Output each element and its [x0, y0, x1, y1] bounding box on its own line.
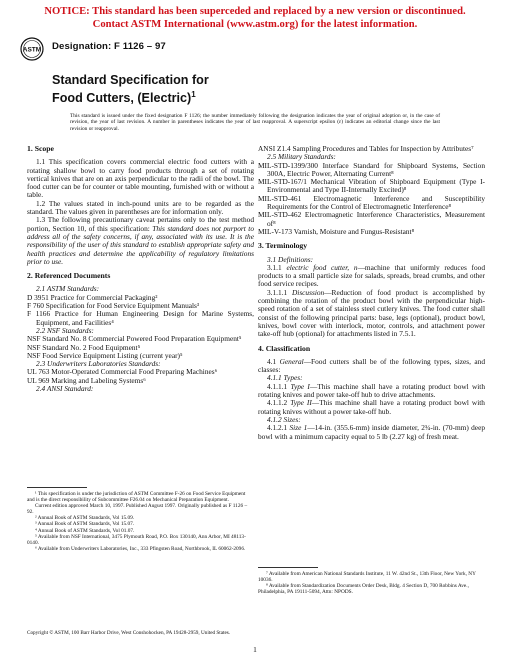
footnote-2: ² Annual Book of ASTM Standards, Vol 15.09. — [35, 515, 135, 522]
para-2-3: 2.3 Underwriters Laboratories Standards: — [36, 359, 161, 369]
document-title — [52, 73, 209, 105]
para-4-1-1-1 — [258, 383, 485, 400]
para-4-1-1-2-num: 4.1.1.2 — [267, 398, 291, 408]
size-1-text: —14-in. (355.6-mm) inside diameter, 2¾-in. (70-mm) deep bowl with a minimum capacity equal to 5 lb (2.27 kg) of fresh meat. — [258, 423, 485, 441]
size-1-label: Size 1 — [289, 423, 308, 433]
type-ii-text: —This machine shall have a rotating product bowl with rotating knives without a power take-off hub. — [258, 398, 485, 416]
type-i-label: Type I — [290, 381, 310, 391]
para-1-3-caveat: This standard does not purport to address all of the safety concerns, if any, associated with its use. It is the responsibility of the user of this standard to establish appropriate safety and health practices and determine the applicability of regulatory limitations prior to use. — [27, 223, 254, 266]
ref-mil-std-462: MIL-STD-462 Electromagnetic Interference Characteristics, Measurement of⁸ — [258, 210, 485, 228]
footnote-7: ⁷ Available from American National Standards Institute, 11 W. 42nd St., 13th Floor, New York, NY 10036. — [258, 571, 476, 584]
para-1-3-text: 1.3 The following precautionary caveat pertains only to the test method portion, Section 10, of this specification: — [27, 215, 254, 233]
para-3-1-1-def: —machine that uniformly reduces food products to a small particle size for salads, spreads, bread crumbs, and other food service recipes. — [258, 262, 486, 289]
para-4-1-1-1-num: 4.1.1.1 — [267, 381, 291, 391]
para-4-1-num: 4.1 — [267, 356, 280, 366]
para-4-1 — [258, 358, 485, 375]
ref-nsf-8: NSF Standard No. 8 Commercial Powered Food Preparation Equipment⁵ — [27, 334, 242, 344]
page-number: 1 — [253, 645, 257, 654]
para-4-1-1-2 — [258, 399, 485, 416]
discussion-text: —Reduction of food product is accomplished by combining the rotation of the product bowl with the perpendicular high-speed rotation of a set of stainless steel cutlery knives. The food cutter shall consist of the following principal parts: base, legs (optional), product bowl, knives, bowl cover with interlock, motor, controls, and attachment power take-off hub (optional) for attachments listed in 7.5.1. — [258, 287, 485, 339]
left-column — [27, 145, 254, 393]
title-line-1: Standard Specification for — [52, 73, 209, 87]
footnote-6: ⁶ Available from Underwriters Laboratories, Inc., 333 Pfingsten Road, Northbrook, IL 60062-2096. — [35, 545, 246, 552]
ref-mil-std-461: MIL-STD-461 Electromagnetic Interference and Susceptibility Requirements for the Control of Electromagnetic Interference⁸ — [258, 193, 485, 212]
ref-f760: F 760 Specification for Food Service Equipment Manuals³ — [27, 301, 200, 311]
type-ii-label: Type II — [290, 398, 312, 408]
footnote-divider — [27, 487, 87, 488]
ref-mil-std-1399: MIL-STD-1399/300 Interface Standard for Shipboard Systems, Section 300A, Electric Power, Alternating Current⁸ — [258, 160, 485, 178]
ref-mil-v-173: MIL-V-173 Varnish, Moisture and Fungus-Resistant⁸ — [258, 226, 415, 236]
ref-d3951: D 3951 Practice for Commercial Packaging² — [27, 292, 158, 302]
ref-ansi-z14: ANSI Z1.4 Sampling Procedures and Tables for Inspection by Attributes⁷ — [258, 144, 474, 153]
para-4-1-2: 4.1.2 Sizes: — [267, 414, 301, 424]
ref-mil-std-167: MIL-STD-167/1 Mechanical Vibration of Shipboard Equipment (Type I-Environmental and Type II-Internally Excited)⁸ — [258, 177, 485, 195]
type-i-text: —This machine shall have a rotating product bowl with rotating knives and power take-off hub to drive attachments. — [258, 381, 486, 400]
standard-note: This standard is issued under the fixed designation F 1126; the number immediately following the designation indicates the year of original adoption or, in the case of revision, the year of last revision. A number in parentheses indicates the year of last reapproval. A superscript epsilon (ε) indicates an editorial change since the last revision or reapproval. — [70, 113, 440, 132]
term-electric-food-cutter: electric food cutter, n — [286, 262, 358, 272]
para-4-1-text: —Food cutters shall be of the following types, sizes, and classes: — [258, 356, 486, 375]
notice-line-2: Contact ASTM International (www.astm.org) for the latest information. — [92, 19, 418, 30]
para-4-1-2-1-num: 4.1.2.1 — [267, 423, 290, 433]
para-1-3 — [27, 216, 254, 266]
ref-ul-969: UL 969 Marking and Labeling Systems⁶ — [27, 375, 146, 385]
section-3-heading: 3. Terminology — [258, 241, 308, 251]
footnote-3: ³ Annual Book of ASTM Standards, Vol 15.07. — [35, 521, 135, 528]
section-4-heading: 4. Classification — [258, 343, 311, 353]
para-3-1-1-1-num: 3.1.1.1 — [267, 287, 292, 297]
right-column — [258, 145, 485, 441]
para-2-1: 2.1 ASTM Standards: — [36, 284, 100, 294]
para-2-5: 2.5 Military Standards: — [267, 152, 336, 162]
title-text: Food Cutters, (Electric) — [52, 90, 192, 105]
ref-f1166: F 1166 Practice for Human Engineering Design for Marine Systems, Equipment, and Facilities⁴ — [27, 309, 254, 327]
section-2-heading: 2. Referenced Documents — [27, 271, 111, 281]
para-4-1-2-1 — [258, 424, 485, 441]
notice-line-1: NOTICE: This standard has been superceded and replaced by a new version or discontinued. — [44, 6, 466, 17]
footnote-4: ⁴ Annual Book of ASTM Standards, Vol 01.07. — [35, 527, 135, 534]
footnotes-left — [27, 487, 254, 552]
para-3-1-1 — [258, 264, 485, 289]
footnotes-right — [258, 567, 485, 595]
ref-nsf-2: NSF Standard No. 2 Food Equipment⁵ — [27, 342, 141, 352]
para-3-1: 3.1 Definitions: — [267, 254, 314, 264]
footnote-divider — [258, 567, 318, 568]
para-3-1-1-1 — [258, 289, 485, 339]
title-footnote-marker: 1 — [191, 89, 196, 99]
ref-nsf-listing: NSF Food Service Equipment Listing (current year)⁵ — [27, 350, 183, 360]
supersede-notice — [0, 5, 510, 31]
para-3-1-1-num: 3.1.1 — [267, 262, 287, 272]
para-1-1: 1.1 This specification covers commercial electric food cutters with a rotating shallow bowl to carry food products through a set of rotating vertical knives that are on an axis perpendicular to the radii of the bowl. The food cutter can be for counter or table mounting, furnished with or without a table. — [27, 157, 254, 200]
para-2-4: 2.4 ANSI Standard: — [36, 384, 94, 394]
para-4-1-label: General — [279, 356, 304, 366]
para-2-2: 2.2 NSF Standards: — [36, 325, 94, 335]
copyright-line: Copyright © ASTM, 100 Barr Harbor Drive, West Conshohocken, PA 19428-2959, United States. — [27, 630, 231, 636]
title-line-2 — [52, 88, 209, 106]
section-1-heading: 1. Scope — [27, 144, 54, 153]
svg-text:ASTM: ASTM — [22, 46, 42, 54]
designation: Designation: F 1126 – 97 — [52, 41, 166, 52]
ref-ul-763: UL 763 Motor-Operated Commercial Food Preparing Machines⁶ — [27, 367, 218, 377]
footnote-1: ¹ This specification is under the jurisdiction of ASTM Committee F-26 on Food Service Equipment and is the direct responsibility of Subcommittee F26.04 on Mechanical Preparation Equipment. — [27, 491, 246, 504]
para-4-1-1: 4.1.1 Types: — [267, 373, 303, 383]
footnote-8: ⁸ Available from Standardization Documents Order Desk, Bldg. 4 Section D, 700 Robbins Ave., Philadelphia, PA 19111-5094, Attn: NPODS. — [258, 583, 469, 596]
footnote-1-approval: Current edition approved March 10, 1997. Published August 1997. Originally published as F 1126 – 92. — [27, 503, 248, 516]
astm-logo-icon — [20, 37, 44, 61]
discussion-label: Discussion — [291, 287, 325, 297]
footnote-5: ⁵ Available from NSF International, 3475 Plymouth Road, P.O. Box 130140, Ann Arbor, MI 48113-0140. — [27, 533, 246, 546]
para-1-2: 1.2 The values stated in inch-pound units are to be regarded as the standard. The values given in parentheses are for information only. — [27, 198, 254, 217]
